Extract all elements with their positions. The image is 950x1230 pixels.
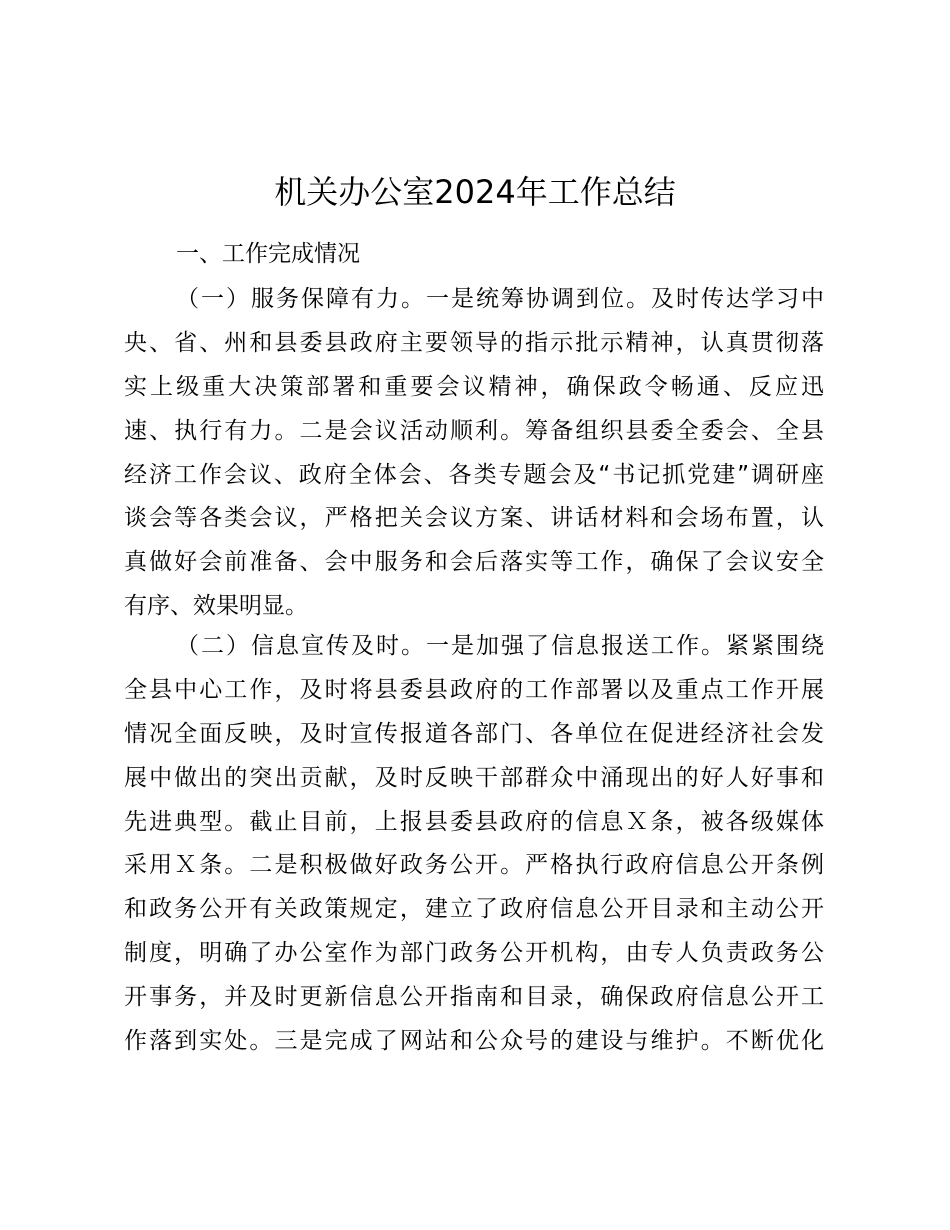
paragraph-line: 速、执行有力。二是会议活动顺利。筹备组织县委全委会、全县 (124, 417, 824, 444)
paragraph-information-publicity (124, 625, 824, 1064)
paragraph-line: 和政务公开有关政策规定，建立了政府信息公开目录和主动公开 (124, 896, 824, 923)
paragraph-line: 央、省、州和县委县政府主要领导的指示批示精神，认真贯彻落 (124, 329, 824, 356)
paragraph-line: 展中做出的突出贡献，及时反映干部群众中涌现出的好人好事和 (124, 764, 824, 791)
paragraph-line: 情况全面反映，及时宣传报道各部门、各单位在促进经济社会发 (124, 720, 824, 747)
paragraph-service-guarantee (124, 278, 824, 629)
paragraph-line: 经济工作会议、政府全体会、各类专题会及“书记抓党建”调研座 (124, 461, 824, 488)
paragraph-line: 作落到实处。三是完成了网站和公众号的建设与维护。不断优化 (124, 1028, 824, 1055)
paragraph-line: 制度，明确了办公室作为部门政务公开机构，由专人负责政务公 (124, 940, 824, 967)
paragraph-line: 全县中心工作，及时将县委县政府的工作部署以及重点工作开展 (124, 676, 824, 703)
paragraph-line: （一）服务保障有力。一是统筹协调到位。及时传达学习中 (176, 286, 824, 312)
paragraph-line: 开事务，并及时更新信息公开指南和目录，确保政府信息公开工 (124, 984, 824, 1011)
paragraph-line: 先进典型。截止目前，上报县委县政府的信息Ｘ条，被各级媒体 (124, 808, 824, 835)
section-heading: 一、工作完成情况 (176, 241, 360, 267)
paragraph-line: 有序、效果明显。 (124, 593, 308, 620)
paragraph-line: 采用Ｘ条。二是积极做好政务公开。严格执行政府信息公开条例 (124, 852, 824, 879)
paragraph-line: （二）信息宣传及时。一是加强了信息报送工作。紧紧围绕 (176, 633, 824, 659)
paragraph-line: 谈会等各类会议，严格把关会议方案、讲话材料和会场布置，认 (124, 505, 824, 532)
paragraph-line: 真做好会前准备、会中服务和会后落实等工作，确保了会议安全 (124, 549, 824, 576)
document-title: 机关办公室2024年工作总结 (274, 173, 676, 211)
paragraph-line: 实上级重大决策部署和重要会议精神，确保政令畅通、反应迅 (124, 373, 824, 400)
